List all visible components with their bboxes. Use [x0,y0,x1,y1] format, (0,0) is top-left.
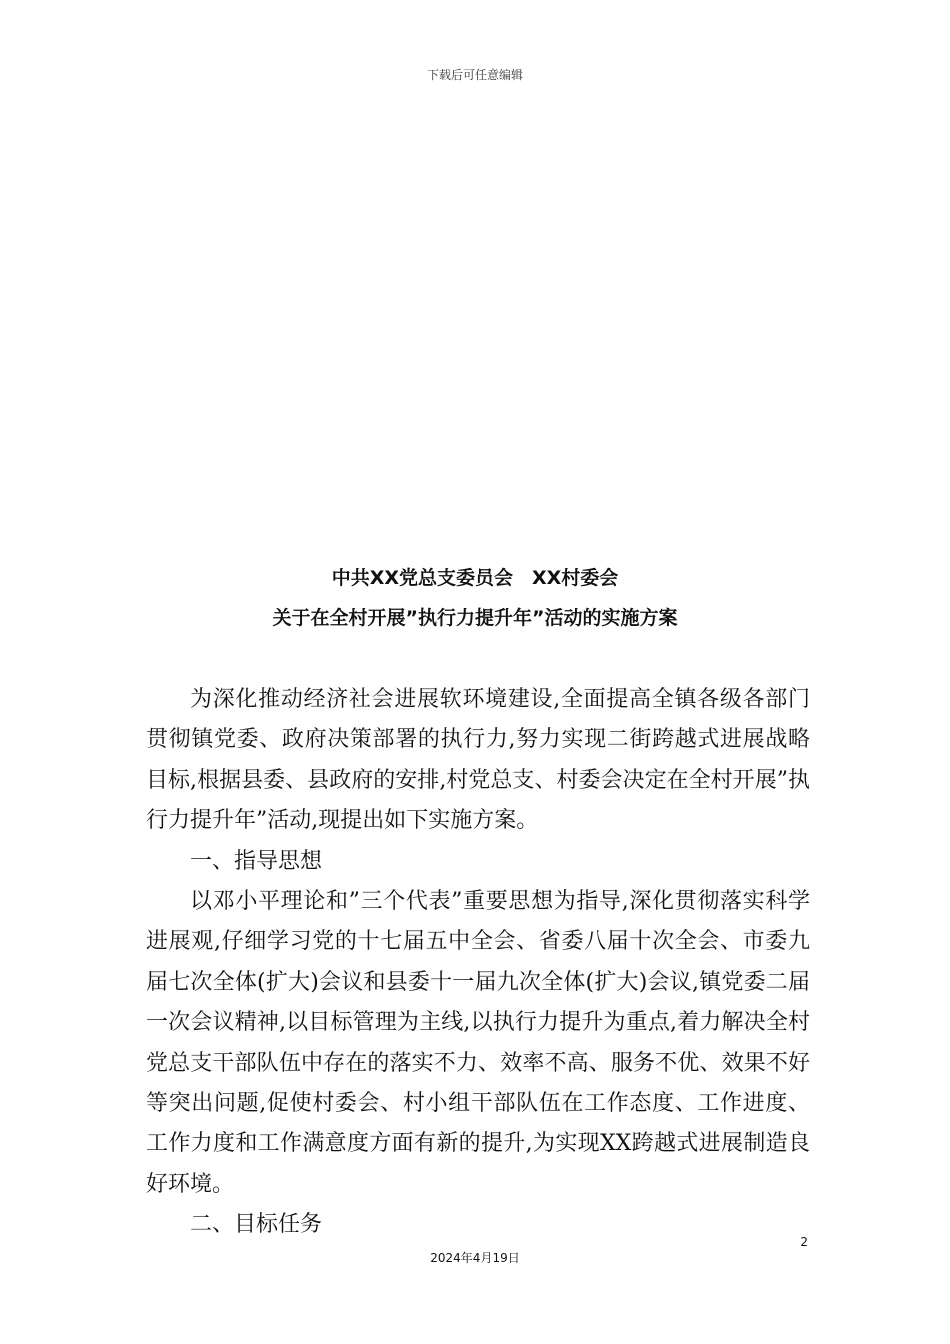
section-heading-goals: 二、目标任务 [190,1212,323,1238]
document-title-line-2: 关于在全村开展”执行力提升年”活动的实施方案 [272,607,678,629]
paragraph-guiding-ideology: 以邓小平理论和”三个代表”重要思想为指导,深化贯彻落实科学进展观,仔细学习党的十七届五中全会、省委八届十次全会、市委九届七次全体(扩大)会议和县委十一届九次全体(扩大)会议,镇党委二届一次会议精神,以目标管理为主线,以执行力提升为重点,着力解决全村党总支干部队伍中存在的落实不力、效率不高、服务不优、效果不好等突出问题,促使村委会、村小组干部队伍在工作态度、工作进度、工作力度和工作满意度方面有新的提升,为实现XX跨越式进展制造良好环境。 [146,889,810,1197]
page-number: 2 [800,1235,808,1249]
document-title-line-1: 中共XX党总支委员会 XX村委会 [331,567,619,589]
footer-date: 2024年4月19日 [430,1251,520,1265]
paragraph-intro: 为深化推动经济社会进展软环境建设,全面提高全镇各级各部门贯彻镇党委、政府决策部署的执行力,努力实现二街跨越式进展战略目标,根据县委、县政府的安排,村党总支、村委会决定在全村开展”执行力提升年”活动,现提出如下实施方案。 [146,687,810,834]
section-heading-guiding-ideology: 一、指导思想 [190,848,323,874]
header-note: 下载后可任意编辑 [426,68,523,82]
document-body [146,680,810,1246]
